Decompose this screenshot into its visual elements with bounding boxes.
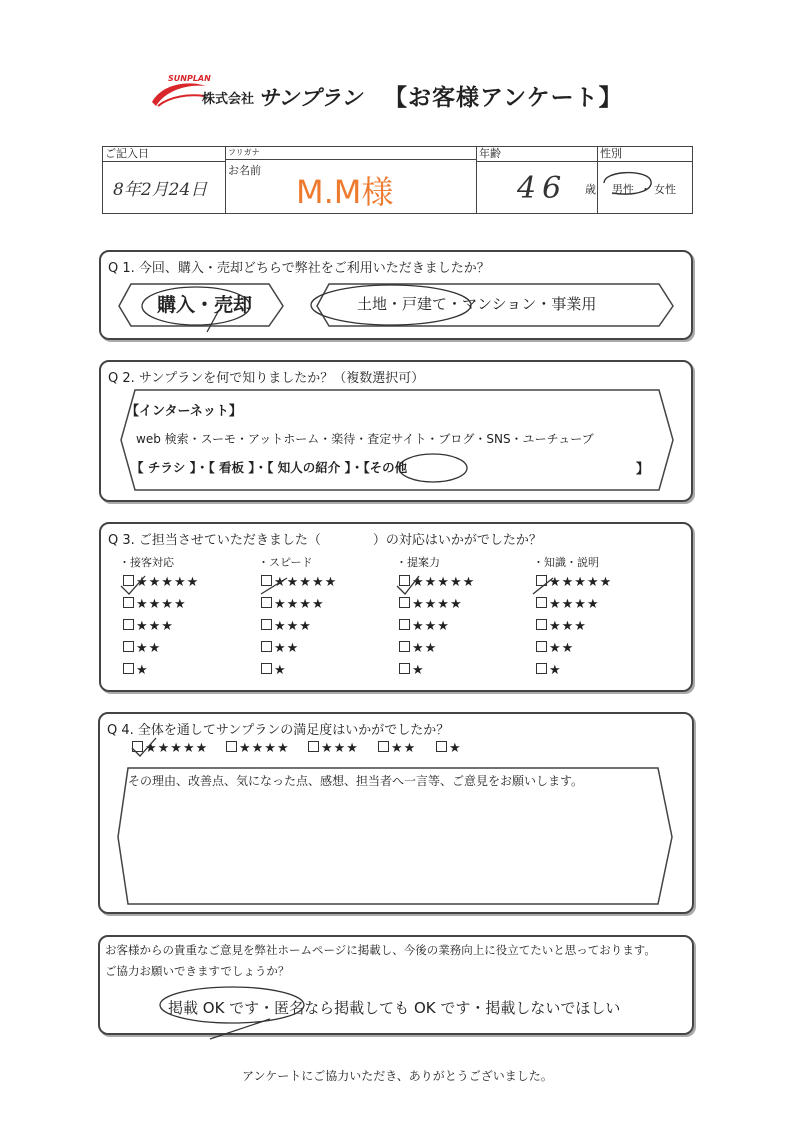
q2-other-close-bracket: 】	[636, 462, 650, 477]
logo-top-text: SUNPLAN	[168, 74, 211, 83]
q3-rating-option[interactable]	[399, 641, 437, 656]
gender-circle-mark	[598, 163, 692, 213]
q2-section	[99, 360, 693, 502]
consent-text-line2: ご協力お願いできますでしょうか？	[105, 964, 290, 978]
rating-stars: ★★★★★	[145, 741, 209, 756]
gender-male-option[interactable]: 男性	[612, 183, 634, 196]
q1-choice-property-type[interactable]: 土地・戸建て・マンション・事業用	[357, 295, 597, 313]
name-label: お名前	[228, 164, 261, 177]
checkbox[interactable]	[536, 663, 547, 674]
rating-stars: ★★★	[412, 619, 450, 634]
checkbox[interactable]	[226, 741, 237, 752]
logo-brand-text: サンプラン	[258, 86, 362, 110]
consent-options[interactable]: 掲載 OK です・匿名なら掲載しても OK です・掲載しないでほしい	[168, 999, 621, 1017]
rating-stars: ★★★★	[136, 597, 187, 612]
rating-stars: ★★★★	[412, 597, 463, 612]
gender-label: 性別	[598, 147, 692, 162]
rating-stars: ★	[136, 663, 149, 678]
q2-question: Q 2. サンプランを何で知りましたか？（複数選択可）	[108, 371, 425, 386]
q4-check-mark	[130, 736, 210, 766]
rating-stars: ★★★★★	[549, 575, 613, 590]
q4-rating-option[interactable]	[436, 741, 462, 756]
q3-col-header: ・提案力	[396, 556, 440, 569]
rating-stars: ★★	[549, 641, 575, 656]
rating-stars: ★★★★	[549, 597, 600, 612]
q3-rating-option[interactable]	[399, 663, 425, 678]
q4-section	[98, 712, 694, 914]
age-label: 年齢	[477, 147, 597, 162]
q3-col-header: ・知識・説明	[533, 556, 599, 569]
q3-rating-option[interactable]	[261, 641, 299, 656]
q3-rating-option[interactable]	[123, 663, 149, 678]
q4-rating-option[interactable]	[378, 741, 416, 756]
q3-rating-option[interactable]	[123, 641, 161, 656]
rating-stars: ★★★★★	[136, 575, 200, 590]
rating-stars: ★★	[412, 641, 438, 656]
rating-stars: ★★	[136, 641, 162, 656]
consent-circle-mark	[140, 981, 340, 1041]
checkbox[interactable]	[261, 641, 272, 652]
age-cell	[477, 147, 598, 214]
company-logo	[148, 76, 376, 110]
q3-col-header: ・接客対応	[119, 556, 174, 569]
gender-cell	[598, 147, 693, 214]
name-value[interactable]: M.M様	[296, 173, 394, 211]
checkbox[interactable]	[123, 641, 134, 652]
checkbox[interactable]	[378, 741, 389, 752]
rating-stars: ★★★★	[239, 741, 290, 756]
q2-internet-heading: 【インターネット】	[126, 404, 242, 419]
rating-stars: ★★★	[274, 619, 312, 634]
q1-question: Q 1. 今回、購入・売却どちらで弊社をご利用いただきましたか？	[108, 261, 490, 276]
q2-other-options[interactable]: 【 チラシ 】・【 看板 】・【 知人の紹介 】・【その他	[131, 460, 408, 475]
consent-text-line1: お客様からの貴重なご意見を弊社ホームページに掲載し、今後の業務向上に役立てたいと思っております。	[105, 943, 656, 957]
rating-stars: ★	[449, 741, 462, 756]
q3-check-marks	[101, 564, 691, 634]
checkbox[interactable]	[308, 741, 319, 752]
rating-stars: ★★	[274, 641, 300, 656]
age-value[interactable]: 46	[517, 171, 568, 206]
q4-rating-option[interactable]	[308, 741, 359, 756]
consent-section	[98, 935, 694, 1035]
checkbox[interactable]	[261, 663, 272, 674]
q3-question: Q 3. ご担当させていただきました（ ）の対応はいかがでしたか？	[108, 533, 542, 548]
date-label: ご記入日	[103, 147, 225, 162]
q3-rating-option[interactable]	[536, 663, 562, 678]
q3-rating-option[interactable]	[261, 663, 287, 678]
checkbox[interactable]	[536, 641, 547, 652]
rating-stars: ★★	[391, 741, 417, 756]
info-table	[102, 146, 693, 214]
q3-rating-option[interactable]	[536, 641, 574, 656]
page-title: 【お客様アンケート】	[384, 85, 623, 111]
q1-choice-buy-sell[interactable]: 購入・売却	[157, 294, 253, 316]
checkbox[interactable]	[123, 663, 134, 674]
gender-separator: ・	[640, 183, 651, 196]
q4-comment-field[interactable]	[130, 794, 650, 894]
rating-stars: ★★★	[321, 741, 359, 756]
gender-female-option[interactable]: 女性	[654, 183, 676, 196]
rating-stars: ★★★★	[274, 597, 325, 612]
q2-internet-list[interactable]: web 検索・スーモ・アットホーム・楽待・査定サイト・ブログ・SNS・ユーチューブ	[136, 432, 594, 446]
logo-company-text: 株式会社	[202, 92, 255, 107]
q3-section	[99, 522, 693, 692]
q4-comment-prompt: その理由、改善点、気になった点、感想、担当者へ一言等、ご意見をお願いします。	[128, 774, 584, 788]
rating-stars: ★	[274, 663, 287, 678]
rating-stars: ★	[412, 663, 425, 678]
q3-col-header: ・スピード	[258, 556, 313, 569]
name-cell	[226, 147, 477, 214]
checkbox[interactable]	[399, 663, 410, 674]
rating-stars: ★★★★★	[274, 575, 338, 590]
footer-thanks: アンケートにご協力いただき、ありがとうございました。	[242, 1069, 553, 1083]
rating-stars: ★★★	[136, 619, 174, 634]
rating-stars: ★★★	[549, 619, 587, 634]
furigana-label: フリガナ	[226, 147, 476, 160]
date-cell	[103, 147, 226, 214]
age-unit: 歳	[585, 183, 596, 196]
rating-stars: ★	[549, 663, 562, 678]
checkbox[interactable]	[399, 641, 410, 652]
q4-question: Q 4. 全体を通してサンプランの満足度はいかがでしたか？	[107, 723, 450, 738]
q4-rating-option[interactable]	[226, 741, 290, 756]
rating-stars: ★★★★★	[412, 575, 476, 590]
q1-section	[99, 250, 693, 340]
date-value[interactable]: 8年2月24日	[113, 180, 208, 200]
checkbox[interactable]	[436, 741, 447, 752]
